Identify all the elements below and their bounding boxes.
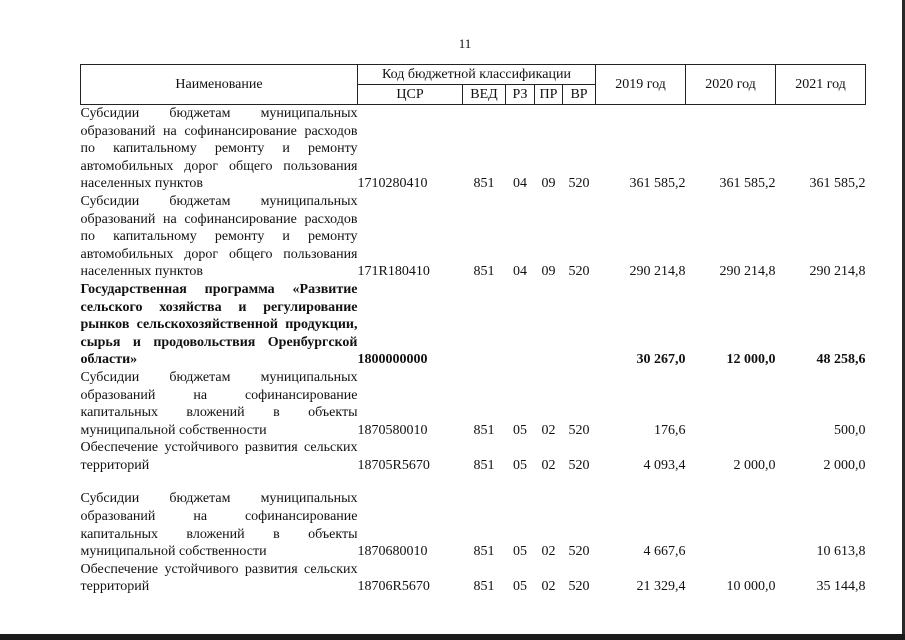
row-2019: 176,6 [654, 422, 686, 438]
row-ved [463, 281, 506, 369]
row-2019: 4 093,4 [643, 457, 686, 473]
header-rz: РЗ [506, 85, 535, 105]
table-row [81, 439, 866, 474]
row-2020 [686, 490, 776, 560]
row-ved: 851 [473, 544, 495, 560]
row-vr: 520 [568, 544, 590, 560]
header-csr: ЦСР [358, 85, 463, 105]
row-2021: 35 144,8 [816, 579, 866, 595]
row-pr: 09 [541, 176, 556, 192]
row-2021: 10 613,8 [816, 544, 866, 560]
header-vr: ВР [563, 85, 596, 105]
row-2019: 290 214,8 [629, 264, 686, 280]
row-2019: 361 585,2 [629, 176, 686, 192]
row-rz: 04 [513, 264, 527, 280]
row-name: Субсидии бюджетам муниципальных образований на софинансирование капитальных вложений в объекты муниципальной собственности [80, 491, 358, 560]
header-name: Наименование [81, 65, 358, 105]
row-vr [563, 281, 596, 369]
row-csr: 171R180410 [357, 264, 430, 280]
row-2021: 290 214,8 [809, 264, 866, 280]
row-csr: 18706R5670 [357, 579, 430, 595]
row-rz: 05 [513, 457, 527, 473]
table-row-program [81, 281, 866, 369]
table-row [81, 369, 866, 439]
row-name: Обеспечение устойчивого развития сельских территорий [80, 440, 358, 473]
row-2019: 30 267,0 [636, 352, 686, 368]
table-row [81, 105, 866, 193]
row-csr: 1800000000 [357, 352, 428, 368]
table-row [81, 561, 866, 596]
row-pr: 09 [541, 264, 556, 280]
row-2020: 10 000,0 [726, 579, 776, 595]
budget-table [80, 64, 866, 596]
row-vr: 520 [568, 264, 590, 280]
table-row [81, 490, 866, 560]
row-2020: 2 000,0 [733, 457, 776, 473]
row-2019: 21 329,4 [636, 579, 686, 595]
row-csr: 1870680010 [357, 544, 428, 560]
row-name: Субсидии бюджетам муниципальных образований на софинансирование расходов по капитальному ремонту и ремонту автомобильных дорог общего пользования населенных пунктов [80, 193, 358, 280]
row-2020 [686, 369, 776, 439]
header-pr: ПР [535, 85, 563, 105]
header-2021: 2021 год [776, 65, 866, 105]
row-csr: 1710280410 [357, 176, 428, 192]
row-rz: 05 [513, 579, 527, 595]
row-name: Субсидии бюджетам муниципальных образований на софинансирование капитальных вложений в объекты муниципальной собственности [80, 369, 358, 438]
row-2021: 500,0 [834, 422, 866, 438]
row-ved: 851 [473, 176, 495, 192]
row-2019: 4 667,6 [643, 544, 686, 560]
row-vr: 520 [568, 422, 590, 438]
row-pr [535, 281, 563, 369]
row-spacer [81, 474, 866, 490]
row-ved: 851 [473, 579, 495, 595]
table-body [81, 105, 866, 597]
row-rz: 04 [513, 176, 527, 192]
table-header [81, 65, 866, 105]
header-ved: ВЕД [463, 85, 506, 105]
row-csr: 18705R5670 [357, 457, 430, 473]
row-vr: 520 [568, 457, 590, 473]
row-vr: 520 [568, 176, 590, 192]
header-2019: 2019 год [596, 65, 686, 105]
row-pr: 02 [541, 544, 556, 560]
row-rz: 05 [513, 422, 527, 438]
row-name: Государственная программа «Развитие сельского хозяйства и регулирование рынков сельскохозяйственной продукции, сырья и продовольствия Оренбургской области» [80, 281, 358, 368]
row-2020: 361 585,2 [719, 176, 776, 192]
row-2021: 361 585,2 [809, 176, 866, 192]
row-name: Обеспечение устойчивого развития сельских территорий [80, 561, 358, 595]
header-code-group: Код бюджетной классификации [358, 65, 596, 85]
row-2021: 48 258,6 [816, 352, 866, 368]
row-2020: 12 000,0 [726, 352, 776, 368]
row-ved: 851 [473, 457, 495, 473]
row-vr: 520 [568, 579, 590, 595]
row-name: Субсидии бюджетам муниципальных образований на софинансирование расходов по капитальному ремонту и ремонту автомобильных дорог общего пользования населенных пунктов [80, 106, 358, 192]
table-row [81, 193, 866, 281]
row-pr: 02 [541, 579, 556, 595]
header-2020: 2020 год [686, 65, 776, 105]
page-number: 11 [458, 36, 472, 51]
row-ved: 851 [473, 422, 495, 438]
row-rz: 05 [513, 544, 527, 560]
row-pr: 02 [541, 457, 556, 473]
row-ved: 851 [473, 264, 495, 280]
row-2020: 290 214,8 [719, 264, 776, 280]
row-pr: 02 [541, 422, 556, 438]
row-csr: 1870580010 [357, 422, 428, 438]
row-rz [506, 281, 535, 369]
row-2021: 2 000,0 [823, 457, 866, 473]
scan-edge-bottom [0, 634, 905, 640]
